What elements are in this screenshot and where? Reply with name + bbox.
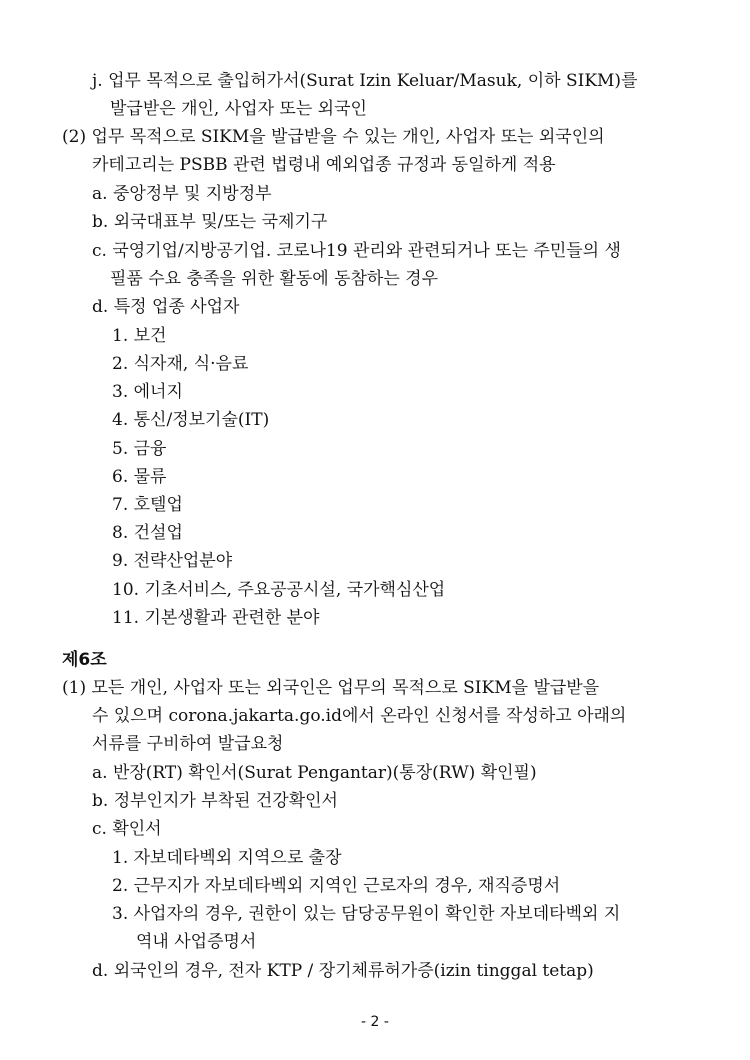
doc-sub-item-1: 1. 자보데타벡외 지역으로 출장 — [112, 848, 342, 868]
clause-2-cont: 카테고리는 PSBB 관련 법령내 예외업종 규정과 동일하게 적용 — [92, 155, 556, 175]
item-j: j. 업무 목적으로 출입허가서(Surat Izin Keluar/Masuk, 이하 SIKM)를 — [92, 71, 638, 91]
item-j-cont: 발급받은 개인, 사업자 또는 외국인 — [110, 99, 367, 119]
page-number: - 2 - — [361, 1014, 389, 1030]
doc-sub-item-3-cont: 역내 사업증명서 — [136, 932, 257, 952]
item-c-cont: 필품 수요 충족을 위한 활동에 동참하는 경우 — [110, 269, 439, 289]
sub-item-9: 9. 전략산업분야 — [112, 551, 233, 571]
sub-item-8: 8. 건설업 — [112, 523, 183, 543]
sub-item-6: 6. 물류 — [112, 467, 167, 487]
doc-item-b: b. 정부인지가 부착된 건강확인서 — [92, 791, 338, 811]
sub-item-5: 5. 금융 — [112, 439, 167, 459]
doc-item-d: d. 외국인의 경우, 전자 KTP / 장기체류허가증(izin tinggal tetap) — [92, 961, 594, 981]
doc-sub-item-3: 3. 사업자의 경우, 권한이 있는 담당공무원이 확인한 자보데타벡외 지 — [112, 904, 621, 924]
clause-1-cont-2: 서류를 구비하여 발급요청 — [92, 734, 284, 754]
item-c: c. 국영기업/지방공기업. 코로나19 관리와 관련되거나 또는 주민들의 생 — [92, 241, 621, 261]
item-a: a. 중앙정부 및 지방정부 — [92, 184, 272, 204]
clause-1-cont-1: 수 있으며 corona.jakarta.go.id에서 온라인 신청서를 작성하고 아래의 — [92, 706, 627, 726]
item-b: b. 외국대표부 및/또는 국제기구 — [92, 212, 328, 232]
item-d: d. 특정 업종 사업자 — [92, 297, 240, 317]
sub-item-3: 3. 에너지 — [112, 382, 183, 402]
article-heading: 제6조 — [62, 650, 107, 670]
doc-sub-item-2: 2. 근무지가 자보데타벡외 지역인 근로자의 경우, 재직증명서 — [112, 876, 561, 896]
doc-item-c: c. 확인서 — [92, 819, 162, 839]
clause-2: (2) 업무 목적으로 SIKM을 발급받을 수 있는 개인, 사업자 또는 외국인의 — [62, 127, 605, 147]
sub-item-2: 2. 식자재, 식·음료 — [112, 354, 249, 374]
sub-item-11: 11. 기본생활과 관련한 분야 — [112, 608, 320, 628]
sub-item-7: 7. 호텔업 — [112, 495, 183, 515]
clause-1: (1) 모든 개인, 사업자 또는 외국인은 업무의 목적으로 SIKM을 발급받을 — [62, 678, 600, 698]
sub-item-1: 1. 보건 — [112, 326, 167, 346]
sub-item-4: 4. 통신/정보기술(IT) — [112, 410, 270, 430]
sub-item-10: 10. 기초서비스, 주요공공시설, 국가핵심산업 — [112, 580, 446, 600]
doc-item-a: a. 반장(RT) 확인서(Surat Pengantar)(통장(RW) 확인필) — [92, 763, 537, 783]
